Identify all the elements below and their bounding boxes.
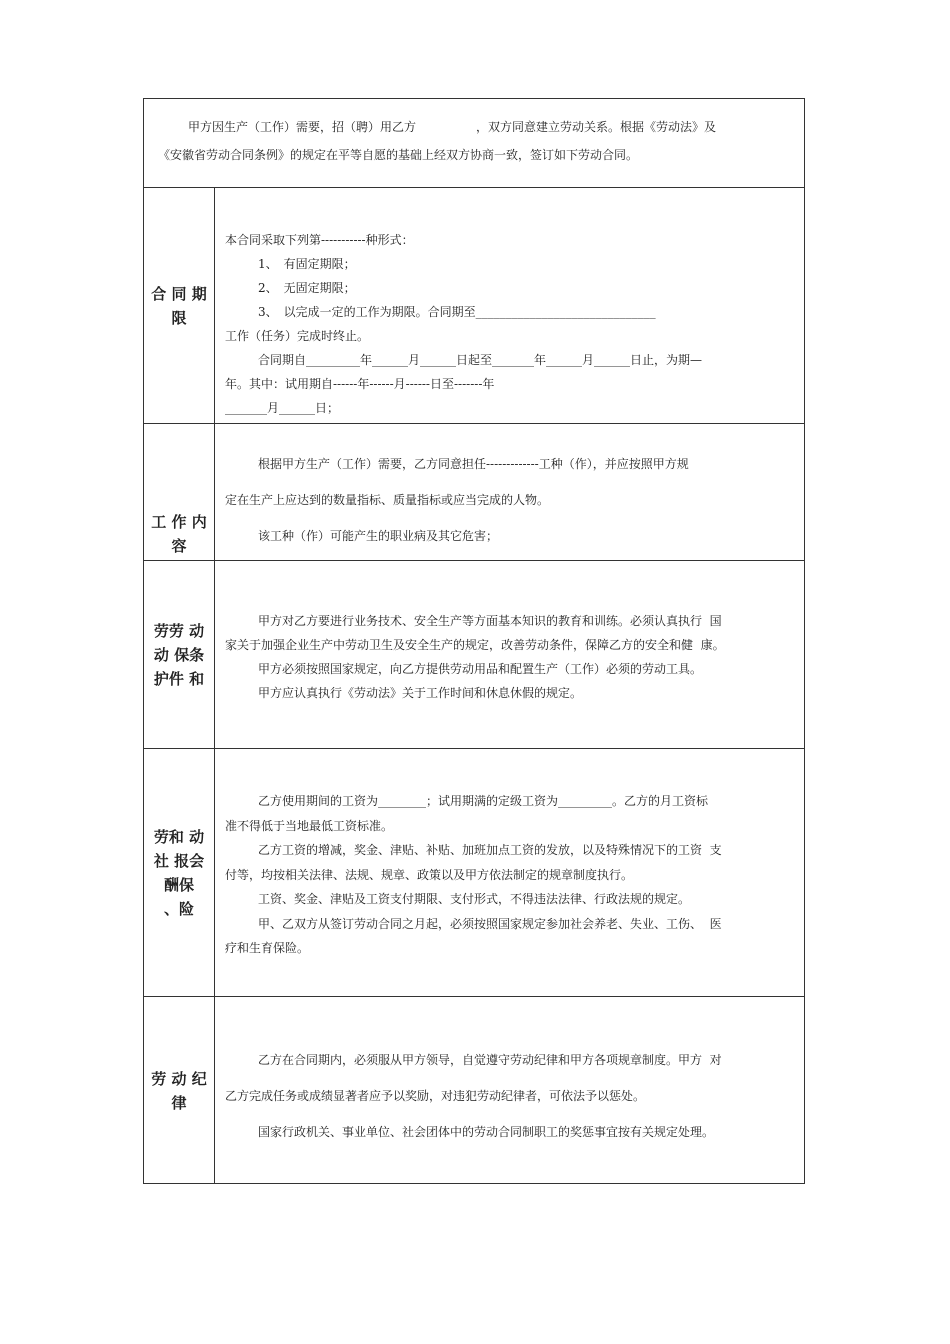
label-line: 限 [171, 308, 187, 327]
label-line: 社 报会 [153, 851, 205, 870]
section-content-pay [215, 749, 804, 996]
label-line: 容 [171, 537, 187, 555]
text-line: 工资、奖金、津贴及工资支付期限、支付形式，不得违法法律、行政法规的规定。 [258, 892, 691, 906]
text-line: 甲、乙双方从签订劳动合同之月起，必须按照国家规定参加社会养老、失业、工伤、 医 [258, 916, 722, 931]
text-line: 乙方使用期间的工资为________；试用期满的定级工资为_________。乙方的月工资标 [258, 794, 709, 808]
text-line: 乙方工资的增减，奖金、津贴、补贴、加班加点工资的发放，以及特殊情况下的工资 支 [258, 843, 722, 857]
text-line: 工作（任务）完成时终止。 [225, 329, 370, 343]
text-line: 该工种（作）可能产生的职业病及其它危害； [258, 529, 499, 543]
text-line: 疗和生育保险。 [225, 941, 310, 955]
intro-line-1: 甲方因生产（工作）需要，招（聘）用乙方 ，双方同意建立劳动关系。根据《劳动法》及 [188, 120, 717, 134]
section-labour-discipline [144, 996, 804, 1183]
text-line: 甲方对乙方要进行业务技术、安全生产等方面基本知识的教育和训练。必须认真执行 国 [258, 614, 722, 628]
text-line: 国家行政机关、事业单位、社会团体中的劳动合同制职工的奖惩事宜按有关规定处理。 [258, 1125, 715, 1139]
section-content-term [215, 188, 804, 423]
text-line: 乙方完成任务或成绩显著者应予以奖励，对违犯劳动纪律者，可依法予以惩处。 [225, 1089, 646, 1103]
label-line: 劳和 动 [153, 827, 205, 846]
text-line: 3、 以完成一定的工作为期限。合同期至______________________________ [258, 305, 656, 319]
text-line: 本合同采取下列第-----------种形式： [225, 233, 414, 247]
section-content-protection [215, 561, 804, 748]
section-label-protection [144, 561, 215, 748]
label-line: 护件 和 [153, 669, 205, 688]
section-content-discipline [215, 997, 804, 1183]
text-line: 家关于加强企业生产中劳动卫生及安全生产的规定，改善劳动条件，保障乙方的安全和健 康。 [225, 638, 725, 652]
section-label-term [144, 188, 215, 423]
intro-text [144, 99, 804, 187]
label-line: 律 [171, 1094, 187, 1112]
text-line: 甲方必须按照国家规定，向乙方提供劳动用品和配置生产（工作）必须的劳动工具。 [258, 662, 703, 676]
text-line: _______月______日； [225, 401, 340, 415]
label-line: 合 同 期 [151, 284, 207, 303]
section-labour-protection [144, 560, 804, 748]
contract-table [143, 98, 805, 1184]
text-line: 付等，均按相关法律、法规、规章、政策以及甲方依法制定的规章制度执行。 [225, 867, 634, 882]
section-label-discipline [144, 997, 215, 1183]
section-label-work [144, 424, 215, 560]
intro-line-2: 《安徽省劳动合同条例》的规定在平等自愿的基础上经双方协商一致，签订如下劳动合同。 [158, 148, 639, 162]
text-line: 根据甲方生产（工作）需要，乙方同意担任-------------工种（作），并应按照甲方规 [258, 457, 689, 471]
label-line: 动 保条 [153, 645, 205, 664]
section-content-work [215, 424, 804, 560]
label-line: 、险 [163, 899, 194, 918]
section-work-content [144, 423, 804, 560]
text-line: 年。其中：试用期自------年------月------日至-------年 [225, 377, 495, 391]
text-line: 定在生产上应达到的数量指标、质量指标或应当完成的人物。 [225, 493, 550, 507]
text-line: 2、 无固定期限； [258, 281, 356, 295]
text-line: 乙方在合同期内，必须服从甲方领导，自觉遵守劳动纪律和甲方各项规章制度。甲方 对 [258, 1053, 722, 1067]
text-line: 合同期自_________年______月______日起至_______年______月______日止，为期— [258, 353, 703, 367]
section-label-pay [144, 749, 215, 996]
label-line: 工 作 内 [151, 513, 207, 531]
section-contract-term [144, 187, 804, 423]
label-line: 劳劳 动 [153, 621, 205, 640]
label-line: 劳 动 纪 [151, 1070, 207, 1088]
section-pay-insurance [144, 748, 804, 996]
intro-row [144, 99, 804, 187]
text-line: 甲方应认真执行《劳动法》关于工作时间和休息休假的规定。 [258, 686, 583, 700]
text-line: 准不得低于当地最低工资标准。 [225, 818, 394, 833]
text-line: 1、 有固定期限； [258, 257, 356, 271]
label-line: 酬保 [163, 875, 194, 894]
